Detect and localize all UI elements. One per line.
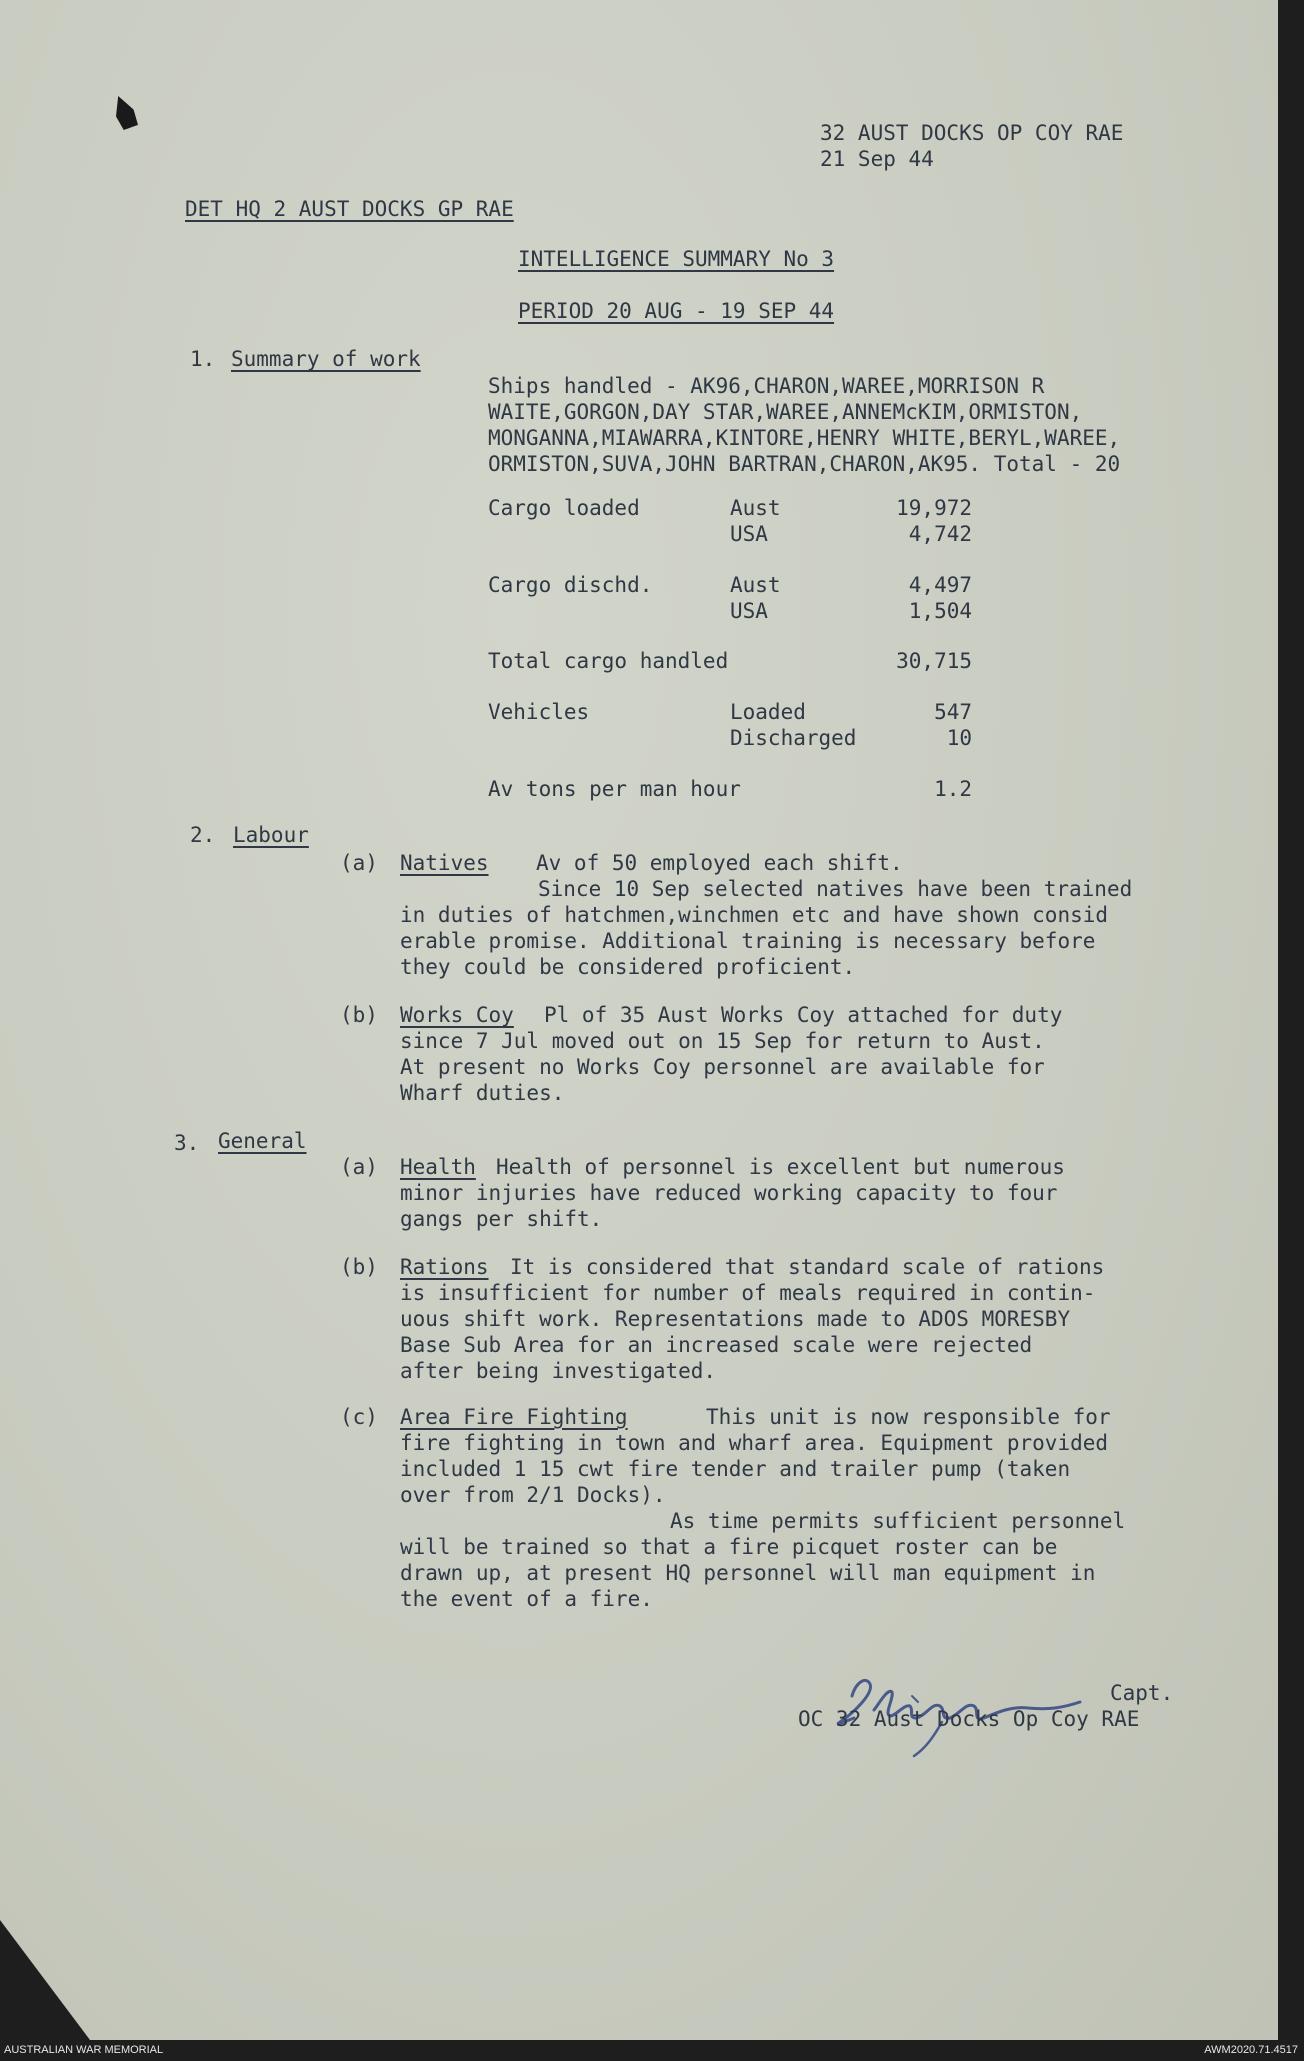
fire-fighting-line: will be trained so that a fire picquet roster can be — [400, 1535, 1058, 1559]
ships-line: MONGANNA,MIAWARRA,KINTORE,HENRY WHITE,BERYL,WAREE, — [488, 426, 1121, 450]
rations-line: after being investigated. — [400, 1359, 717, 1383]
section1-heading: Summary of work — [231, 347, 421, 371]
health-title: Health — [400, 1155, 476, 1179]
natives-line: they could be considered proficient. — [400, 955, 856, 979]
item-marker: (b) — [340, 1003, 378, 1027]
rations-title: Rations — [400, 1255, 489, 1279]
cargo-origin: USA — [730, 599, 768, 623]
fire-fighting-line: over from 2/1 Docks). — [400, 1483, 666, 1507]
vehicle-value: 10 — [946, 726, 972, 750]
rations-line: uous shift work. Representations made to ADOS MORESBY — [400, 1307, 1071, 1331]
fire-fighting-line: As time permits sufficient personnel — [670, 1509, 1126, 1533]
av-tons-label: Av tons per man hour — [488, 777, 741, 801]
footer-accession-number: AWM2020.71.4517 — [1204, 2044, 1298, 2056]
ships-line: ORMISTON,SUVA,JOHN BARTRAN,CHARON,AK95. Total - 20 — [488, 452, 1121, 476]
natives-title: Natives — [400, 851, 489, 875]
section1-number: 1. — [190, 347, 216, 371]
signatory-appointment: OC 32 Aust Docks Op Coy RAE — [798, 1707, 1140, 1731]
health-line: gangs per shift. — [400, 1207, 603, 1231]
works-coy-line: At present no Works Coy personnel are available for — [400, 1055, 1045, 1079]
fire-fighting-title: Area Fire Fighting — [400, 1405, 628, 1429]
vehicle-type: Discharged — [730, 726, 857, 750]
document-date: 21 Sep 44 — [820, 147, 934, 171]
section3-heading: General — [218, 1129, 307, 1153]
cargo-dischd-label: Cargo dischd. — [488, 573, 653, 597]
works-coy-line: Pl of 35 Aust Works Coy attached for duty — [544, 1003, 1063, 1027]
fire-fighting-line: This unit is now responsible for — [706, 1405, 1111, 1429]
natives-line: erable promise. Additional training is necessary before — [400, 929, 1096, 953]
natives-line: in duties of hatchmen,winchmen etc and have shown consid — [400, 903, 1109, 927]
cargo-origin: USA — [730, 522, 768, 546]
cargo-value: 4,497 — [908, 573, 972, 597]
cargo-loaded-label: Cargo loaded — [488, 496, 640, 520]
fire-fighting-line: included 1 15 cwt fire tender and trailer pump (taken — [400, 1457, 1071, 1481]
works-coy-line: Wharf duties. — [400, 1081, 565, 1105]
vehicle-value: 547 — [934, 700, 972, 724]
ships-line: Ships handled - AK96,CHARON,WAREE,MORRISON R — [488, 374, 1045, 398]
fire-fighting-line: fire fighting in town and wharf area. Equipment provided — [400, 1431, 1109, 1455]
works-coy-line: since 7 Jul moved out on 15 Sep for return to Aust. — [400, 1029, 1045, 1053]
period-line: PERIOD 20 AUG - 19 SEP 44 — [518, 299, 835, 323]
cargo-value: 1,504 — [908, 599, 972, 623]
addressee: DET HQ 2 AUST DOCKS GP RAE — [185, 197, 514, 221]
natives-line: Av of 50 employed each shift. — [536, 851, 903, 875]
rations-line: It is considered that standard scale of rations — [510, 1255, 1105, 1279]
item-marker: (b) — [340, 1255, 378, 1279]
ships-line: WAITE,GORGON,DAY STAR,WAREE,ANNEMcKIM,ORMISTON, — [488, 400, 1083, 424]
av-tons-value: 1.2 — [934, 777, 972, 801]
section2-heading: Labour — [233, 823, 309, 847]
fire-fighting-line: drawn up, at present HQ personnel will man equipment in — [400, 1561, 1096, 1585]
item-marker: (a) — [340, 851, 378, 875]
natives-line: Since 10 Sep selected natives have been trained — [538, 877, 1133, 901]
footer-archive-name: AUSTRALIAN WAR MEMORIAL — [4, 2044, 164, 2056]
cargo-origin: Aust — [730, 496, 781, 520]
total-cargo-label: Total cargo handled — [488, 649, 729, 673]
total-cargo-value: 30,715 — [896, 649, 972, 673]
cargo-value: 19,972 — [896, 496, 972, 520]
item-marker: (a) — [340, 1155, 378, 1179]
signatory-rank: Capt. — [1110, 1681, 1174, 1705]
unit-heading: 32 AUST DOCKS OP COY RAE — [820, 121, 1124, 145]
punch-hole-mark — [116, 96, 138, 130]
fire-fighting-line: the event of a fire. — [400, 1587, 653, 1611]
works-coy-title: Works Coy — [400, 1003, 514, 1027]
rations-line: Base Sub Area for an increased scale were rejected — [400, 1333, 1033, 1357]
item-marker: (c) — [340, 1405, 378, 1429]
health-line: minor injuries have reduced working capacity to four — [400, 1181, 1058, 1205]
cargo-origin: Aust — [730, 573, 781, 597]
health-line: Health of personnel is excellent but numerous — [496, 1155, 1065, 1179]
cargo-value: 4,742 — [908, 522, 972, 546]
rations-line: is insufficient for number of meals required in contin- — [400, 1281, 1096, 1305]
section3-number: 3. — [174, 1131, 200, 1155]
vehicle-type: Loaded — [730, 700, 806, 724]
section2-number: 2. — [190, 823, 216, 847]
vehicles-label: Vehicles — [488, 700, 590, 724]
document-title: INTELLIGENCE SUMMARY No 3 — [518, 247, 835, 271]
